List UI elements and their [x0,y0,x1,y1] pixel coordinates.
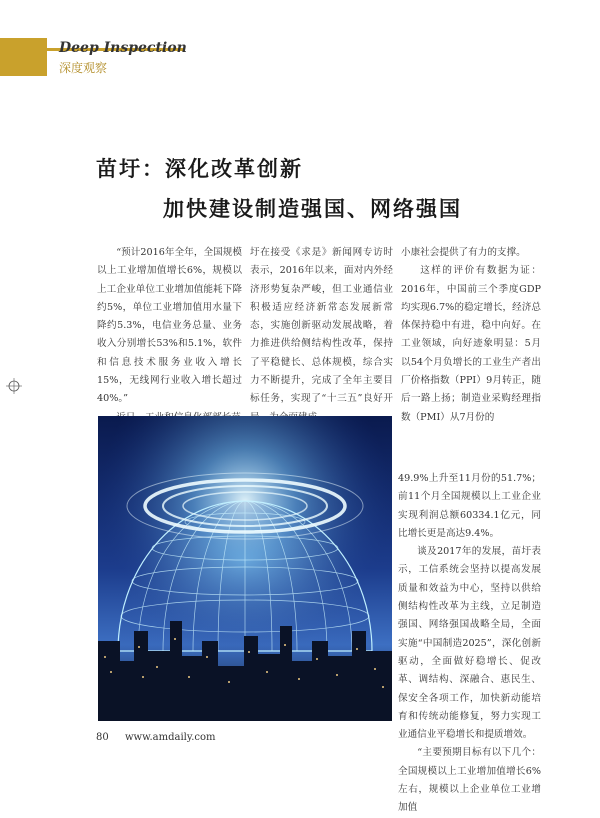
text-column-3-top [401,244,541,427]
paragraph: 谈及2017年的发展，苗圩表示，工信系统会坚持以提高发展质量和效益为中心，坚持以供给侧结构性改革为主线，立足制造强国、网络强国战略全局，全面实施“中国制造2025”，深化创新驱动，全面做好稳增长、促改革、调结构、深融合、惠民生、保安全各项工作，加快新动能培育和传统动能修复，努力实现工业通信业平稳增长和提质增效。 [398,546,541,741]
page-number: 80 [96,732,109,743]
footer-website: www.amdaily.com [125,732,216,743]
paragraph: “预计2016年全年，全国规模以上工业增加值增长6%，规模以上工企业单位工业增加值能耗下降约5%，单位工业增加值用水量下降约5.3%，电信业务总量、业务收入分别增长53%和5.1%，软件和信息技术服务业收入增长15%，无线网行业收入增长超过40%。” [97,247,242,405]
text-column-2 [250,244,393,427]
section-label-cn: 深度观察 [59,61,108,75]
article-title-line2: 加快建设制造强国、网络强国 [163,197,462,221]
paragraph: 49.9%上升至11月份的51.7%；前11个月全国规模以上工业企业实现利润总额60334.1亿元，同比增长更是高达9.4%。 [398,473,541,539]
section-label-en: Deep Inspection [59,40,187,56]
text-column-3-bottom [398,470,541,818]
section-marker-tab [0,38,47,76]
text-column-1 [97,244,242,427]
article-title-line1: 苗圩：深化改革创新 [96,157,303,181]
paragraph: “主要预期目标有以下几个：全国规模以上工业增加值增长6%左右，规模以上企业单位工业增加值 [398,747,541,814]
article-photo-digital-city-globe [98,416,392,721]
paragraph: 圩在接受《求是》新闻网专访时表示，2016年以来，面对内外经济形势复杂严峻，但工业通信业积极适应经济新常态发展新常态，实施创新驱动发展战略，着力推进供给侧结构性改革，保持了平稳健长、总体规模，综合实力不断提升，完成了全年主要目标任务，实现了“十三五”良好开 [250,247,393,405]
paragraph: 这样的评价有数据为证：2016年，中国前三个季度GDP均实现6.7%的稳定增长，经济总体保持稳中有进，稳中向好。在工业领域，向好迹象明显：5月以54个月负增长的工业生产者出厂价格指数（PPI）9月转正，随后一路上扬；制造业采购经理指数（PMI）从7月份的 [401,265,541,423]
paragraph: 小康社会提供了有力的支撑。 [401,247,526,258]
registration-mark-icon [6,378,22,394]
